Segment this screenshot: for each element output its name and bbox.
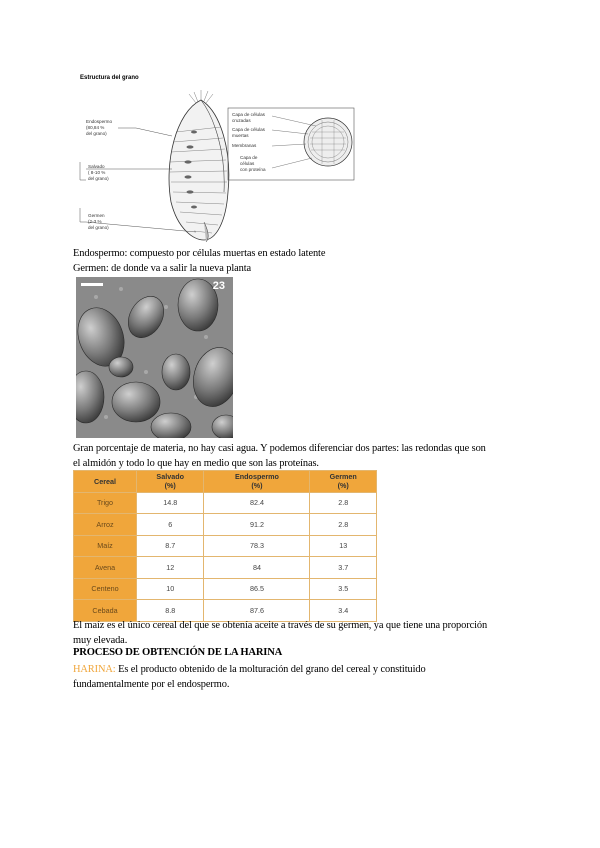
section-heading: PROCESO DE OBTENCIÓN DE LA HARINA — [73, 647, 283, 658]
grain-structure-figure — [76, 72, 366, 244]
header-salvado: Salvado (%) — [137, 471, 204, 493]
micrograph-image — [76, 277, 233, 438]
micrograph-description-line2: el almidón y todo lo que hay en medio que son las proteínas. — [73, 458, 319, 469]
figure-title: Estructura del grano — [80, 75, 139, 81]
table-row: Cebada 8.8 87.6 3.4 — [74, 600, 377, 622]
harina-definition-line2: fundamentalmente por el endospermo. — [73, 679, 230, 690]
harina-term: HARINA: — [73, 664, 116, 675]
header-endospermo: Endospermo (%) — [204, 471, 310, 493]
table-row: Maíz 8.7 78.3 13 — [74, 535, 377, 557]
table-row: Arroz 6 91.2 2.8 — [74, 514, 377, 536]
inset-label-crossed-cells: Capa de células cruzadas — [232, 112, 265, 123]
table-row: Trigo 14.8 82.4 2.8 — [74, 492, 377, 514]
scale-bar — [81, 283, 103, 286]
harina-definition-line1 — [73, 662, 426, 677]
endosperm-definition: Endospermo: compuesto por células muertas en estado latente — [73, 248, 326, 259]
maize-note-line1: El maíz es el único cereal del que se obtenía aceite a través de su germen, ya que tiene una proporción — [73, 620, 488, 631]
cereal-composition-table — [73, 470, 377, 622]
endosperm-callout: Endospermo (80,84 % del grano) — [86, 119, 113, 136]
grain-drawing — [169, 90, 229, 242]
inset-label-membranes: Membranas — [232, 143, 257, 148]
header-germen: Germen (%) — [310, 471, 377, 493]
germ-definition: Germen: de donde va a salir la nueva planta — [73, 263, 252, 274]
bran-callout: Salvado ( 8-10 % del grano) — [88, 164, 109, 181]
header-cereal: Cereal — [74, 471, 137, 493]
germ-callout: Germen (2-3 % del grano) — [88, 213, 109, 230]
inset-label-dead-cells: Capa de células muertas — [232, 127, 265, 138]
harina-definition-text: Es el producto obtenido de la molturación del grano del cereal y constituido — [115, 664, 426, 675]
maize-note-line2: muy elevada. — [73, 635, 128, 646]
figure-number: 23 — [212, 280, 225, 292]
starch-micrograph — [76, 277, 233, 438]
table-row: Centeno 10 86.5 3.5 — [74, 578, 377, 600]
inset-label-protein-cells: Capa de células con proteína — [240, 155, 266, 172]
table-header-row — [74, 471, 377, 493]
micrograph-description-line1: Gran porcentaje de materia, no hay casi agua. Y podemos diferenciar dos partes: las redondas que son — [73, 443, 486, 454]
table-row: Avena 12 84 3.7 — [74, 557, 377, 579]
